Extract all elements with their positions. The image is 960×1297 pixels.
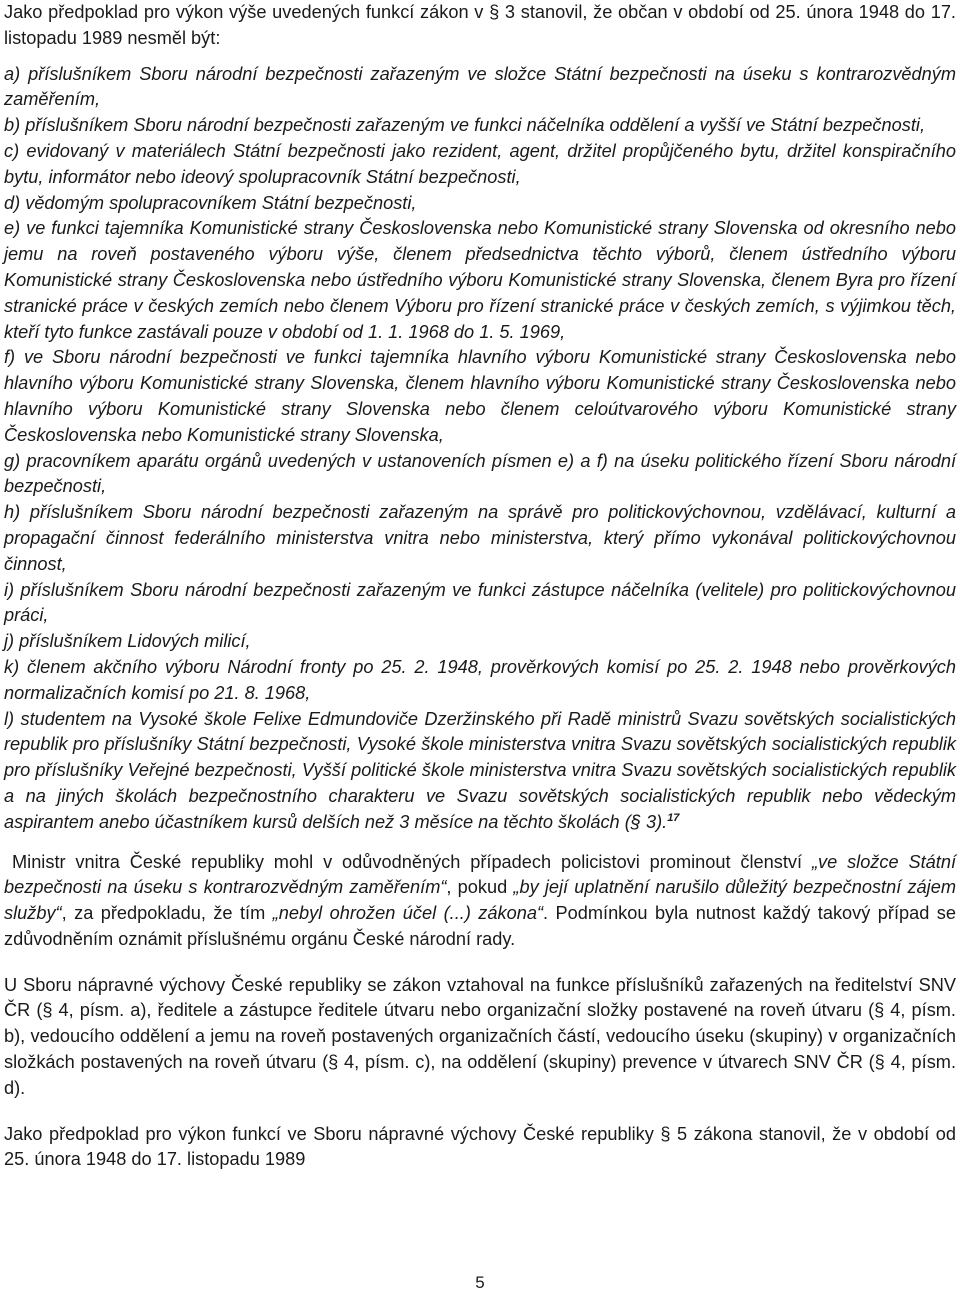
minister-quote-1: „ve složce Státní bezpečnosti na úseku s kontrarozvědným zaměřením“	[4, 851, 956, 898]
minister-text-4: . Podmínkou byla nutnost každý takový případ se zdůvodněním oznámit příslušnému orgánu České národní rady.	[4, 903, 956, 949]
list-item-g: g) pracovníkem aparátu orgánů uvedených v ustanoveních písmen e) a f) na úseku politického řízení Sboru národní bezpečnosti,	[4, 450, 956, 497]
minister-text-2: , pokud	[446, 877, 514, 898]
minister-quote-2: „by její uplatnění narušilo důležitý bezpečnostní zájem služby“	[4, 877, 956, 924]
list-item-e: e) ve funkci tajemníka Komunistické strany Československa nebo Komunistické strany Slovenska od okresního nebo jemu na roveň postaveného výboru výše, členem předsednictva těchto výborů, členem ústředního výboru Komunistické strany Československa nebo ústředního výboru Komunistické strany Slovenska, členem Byra pro řízení stranické práce v českých zemích nebo členem Výboru pro řízení stranické práce v českých zemích, s výjimkou těch, kteří tyto funkce zastávali pouze v období od 1. 1. 1968 do 1. 5. 1969,	[4, 218, 956, 342]
minister-paragraph	[4, 850, 956, 953]
snv-paragraph: U Sboru nápravné výchovy České republiky se zákon vztahoval na funkce příslušníků zařazených na ředitelství SNV ČR (§ 4, písm. a), ředitele a zástupce ředitele útvaru nebo organizační složky postavené na roveň útvaru (§ 4, písm. b), vedoucího oddělení a jemu na roveň postavených organizačních částí, vedoucího úseku (skupiny) v organizačních složkách postavených na roveň útvaru (§ 4, písm. c), na oddělení (skupiny) prevence v útvarech SNV ČR (§ 4, písm. d).	[4, 974, 956, 1098]
list-item-d: d) vědomým spolupracovníkem Státní bezpečnosti,	[4, 192, 417, 213]
minister-text-1: Ministr vnitra České republiky mohl v odůvodněných případech policistovi prominout členství	[12, 851, 812, 872]
footnote-reference[interactable]: 17	[667, 811, 680, 824]
closing-paragraph: Jako předpoklad pro výkon funkcí ve Sboru nápravné výchovy České republiky § 5 zákona stanovil, že v období od 25. února 1948 do 17. listopadu 1989	[4, 1123, 956, 1170]
list-item-h: h) příslušníkem Sboru národní bezpečnosti zařazeným na správě pro politickovýchovnou, vzdělávací, kulturní a propagační činnost federálního ministerstva vnitra nebo ministerstva, který přímo vykonával politickovýchovnou činnost,	[4, 502, 956, 574]
list-item-k: k) členem akčního výboru Národní fronty po 25. 2. 1948, prověrkových komisí po 25. 2. 1948 nebo prověrkových normalizačních komisí po 21. 8. 1968,	[4, 656, 956, 703]
conditions-list	[4, 62, 956, 836]
document-page	[4, 0, 956, 1173]
list-item-j: j) příslušníkem Lidových milicí,	[4, 631, 251, 652]
list-item-i: i) příslušníkem Sboru národní bezpečnosti zařazeným ve funkci zástupce náčelníka (velitele) pro politickovýchovnou práci,	[4, 579, 956, 626]
list-item-l	[4, 707, 956, 836]
list-item-a: a) příslušníkem Sboru národní bezpečnosti zařazeným ve složce Státní bezpečnosti na úseku s kontrarozvědným zaměřením,	[4, 63, 956, 110]
list-item-c: c) evidovaný v materiálech Státní bezpečnosti jako rezident, agent, držitel propůjčeného bytu, držitel konspiračního bytu, informátor nebo ideový spolupracovník Státní bezpečnosti,	[4, 140, 956, 187]
intro-paragraph: Jako předpoklad pro výkon výše uvedených funkcí zákon v § 3 stanovil, že občan v období od 25. února 1948 do 17. listopadu 1989 nesměl být:	[4, 2, 956, 48]
list-item-f: f) ve Sboru národní bezpečnosti ve funkci tajemníka hlavního výboru Komunistické strany Československa nebo hlavního výboru Komunistické strany Slovenska, členem hlavního výboru Komunistické strany Československa nebo hlavního výboru Komunistické strany Slovenska nebo členem celoútvarového výboru Komunistické strany Československa nebo Komunistické strany Slovenska,	[4, 347, 956, 445]
page-number: 5	[475, 1273, 485, 1292]
minister-text-3: , za předpokladu, že tím	[61, 903, 273, 924]
list-item-l-text: l) studentem na Vysoké škole Felixe Edmundoviče Dzeržinského při Radě ministrů Svazu sovětských socialistických republik pro příslušníky Státní bezpečnosti, Vysoké škole ministerstva vnitra Svazu sovětských socialistických republik pro příslušníky Veřejné bezpečnosti, Vyšší politické škole ministerstva vnitra Svazu sovětských socialistických republik a na jiných školách bezpečnostního charakteru ve Svazu sovětských socialistických republik nebo vědeckým aspirantem anebo účastníkem kursů delších než 3 měsíce na těchto školách (§ 3).	[4, 708, 956, 832]
list-item-b: b) příslušníkem Sboru národní bezpečnosti zařazeným ve funkci náčelníka oddělení a vyšší ve Státní bezpečnosti,	[4, 115, 925, 136]
minister-quote-3: „nebyl ohrožen účel (...) zákona“	[272, 903, 544, 924]
